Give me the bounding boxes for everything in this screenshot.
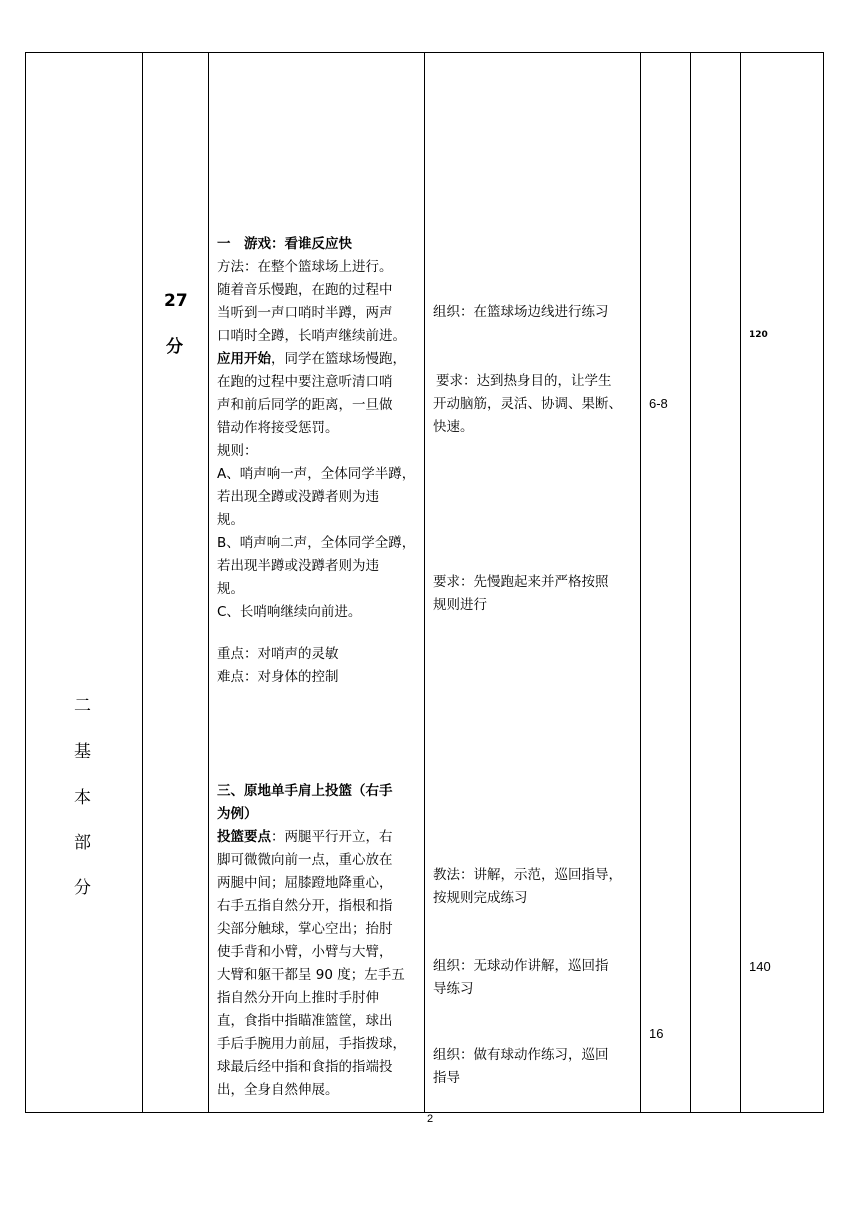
content-line: 右手五指自然分开，指根和指 <box>217 898 393 914</box>
content-line: 随着音乐慢跑，在跑的过程中 <box>217 282 393 298</box>
content-line: 声和前后同学的距离，一旦做 <box>217 397 393 413</box>
column-divider <box>740 52 741 1113</box>
content-line: 直，食指中指瞄准篮筐，球出 <box>217 1013 393 1029</box>
req-line: 快速。 <box>433 419 474 435</box>
apply-start-label: 应用开始 <box>217 351 271 367</box>
req-line: 开动脑筋，灵活、协调、果断、 <box>433 396 622 412</box>
content-line: 方法：在整个篮球场上进行。 <box>217 259 393 275</box>
req-line: 要求：先慢跑起来并严格按照 <box>433 574 609 590</box>
page-number: 2 <box>426 1113 434 1125</box>
content-line: 在跑的过程中要注意听清口哨 <box>217 374 393 390</box>
content-line <box>217 826 393 849</box>
req-line: 要求：达到热身目的，让学生 <box>436 373 612 389</box>
section-char: 本 <box>74 788 91 808</box>
content-line: 当听到一声口哨时半蹲，两声 <box>217 305 393 321</box>
org-line: 组织：在篮球场边线进行练习 <box>433 304 609 320</box>
column-divider <box>823 52 824 1113</box>
apply-start-text: ，同学在篮球场慢跑， <box>271 351 406 367</box>
content-line: 脚可微微向前一点，重心放在 <box>217 852 393 868</box>
game-title: 一 游戏：看谁反应快 <box>217 236 352 252</box>
rule-line: B、哨声响二声，全体同学全蹲， <box>217 535 416 551</box>
teach-line: 教法：讲解，示范，巡回指导， <box>433 867 622 883</box>
content-line: 尖部分触球，掌心空出；抬肘 <box>217 921 393 937</box>
content-line <box>217 348 406 371</box>
shot-key-text: ：两腿平行开立，右 <box>271 829 393 845</box>
content-line: 指自然分开向上推时手肘伸 <box>217 990 379 1006</box>
column-divider <box>142 52 143 1113</box>
content-line: 口哨时全蹲，长哨声继续前进。 <box>217 328 406 344</box>
rule-line: 若出现全蹲或没蹲者则为违 <box>217 489 379 505</box>
org-line: 指导 <box>433 1070 460 1086</box>
section-char: 部 <box>74 833 91 853</box>
rule-line: 规。 <box>217 512 244 528</box>
content-line: 大臂和躯干都呈 90 度；左手五 <box>217 967 405 983</box>
column-divider <box>640 52 641 1113</box>
section-char: 二 <box>74 696 91 716</box>
time-unit: 分 <box>166 337 183 357</box>
rule-line: 若出现半蹲或没蹲者则为违 <box>217 558 379 574</box>
difficulty-point: 难点：对身体的控制 <box>217 669 339 685</box>
count-value: 16 <box>649 1026 664 1041</box>
rule-line: 规。 <box>217 581 244 597</box>
org-line: 组织：做有球动作练习，巡回 <box>433 1047 609 1063</box>
column-divider <box>424 52 425 1113</box>
req-line: 规则进行 <box>433 597 487 613</box>
org-line: 导练习 <box>433 981 474 997</box>
content-line: 使手背和小臂，小臂与大臂， <box>217 944 393 960</box>
key-point: 重点：对哨声的灵敏 <box>217 646 339 662</box>
content-line: 手后手腕用力前屈，手指拨球， <box>217 1036 406 1052</box>
count-value: 6-8 <box>649 396 668 411</box>
column-divider <box>208 52 209 1113</box>
rule-line: C、长哨响继续向前进。 <box>217 604 362 620</box>
rule-line: A、哨声响一声，全体同学半蹲， <box>217 466 416 482</box>
content-line: 两腿中间；屈膝蹬地降重心， <box>217 875 393 891</box>
shot-title: 为例） <box>217 806 258 822</box>
column-divider <box>25 52 26 1113</box>
teach-line: 按规则完成练习 <box>433 890 528 906</box>
content-line: 出，全身自然伸展。 <box>217 1082 339 1098</box>
rules-label: 规则： <box>217 443 258 459</box>
shot-title: 三、原地单手肩上投篮（右手 <box>217 783 393 799</box>
section-char: 分 <box>74 878 91 898</box>
shot-key-label: 投篮要点 <box>217 829 271 845</box>
content-line: 球最后经中指和食指的指端投 <box>217 1059 393 1075</box>
content-line: 错动作将接受惩罚。 <box>217 420 339 436</box>
heart-rate-value: 140 <box>749 959 771 974</box>
heart-rate-value: 120 <box>749 330 768 340</box>
time-minutes: 27 <box>164 291 188 311</box>
column-divider <box>690 52 691 1113</box>
section-char: 基 <box>74 742 91 762</box>
org-line: 组织：无球动作讲解，巡回指 <box>433 958 609 974</box>
